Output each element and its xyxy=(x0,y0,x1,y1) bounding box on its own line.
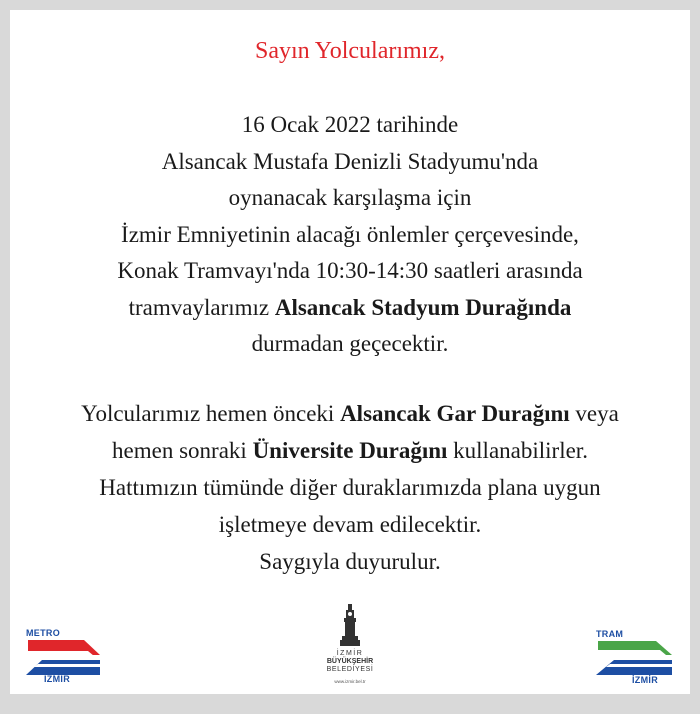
paragraph-line: oynanacak karşılaşma için xyxy=(228,185,472,210)
municipality-logo-line1: İZMİR xyxy=(336,650,364,657)
tram-logo-top-text: TRAM xyxy=(596,629,624,639)
line-text: hemen sonraki xyxy=(112,438,253,463)
metro-logo-bottom-text: İZMİR xyxy=(44,674,70,684)
stop-name-bold: Alsancak Stadyum Durağında xyxy=(274,294,572,320)
announcement-card xyxy=(10,10,690,694)
line-text: kullanabilirler. xyxy=(447,438,588,463)
municipality-logo-line3: BELEDİYESİ xyxy=(326,666,374,673)
paragraph-line xyxy=(10,290,690,327)
announcement-paragraph-1 xyxy=(10,107,690,363)
tram-izmir-logo xyxy=(596,628,672,686)
paragraph-line xyxy=(10,395,690,432)
clock-tower-icon xyxy=(306,602,394,648)
greeting-heading: Sayın Yolcularımız, xyxy=(255,38,445,64)
paragraph-line: İzmir Emniyetinin alacağı önlemler çerçevesinde, xyxy=(121,221,579,247)
municipality-logo-url: www.izmir.bel.tr xyxy=(334,679,366,684)
paragraph-line: Hattımızın tümünde diğer duraklarımızda plana uygun xyxy=(99,475,601,500)
paragraph-line: işletmeye devam edilecektir. xyxy=(218,512,482,537)
stop-name-bold: Üniversite Durağını xyxy=(252,438,448,463)
metro-izmir-logo xyxy=(26,628,100,686)
stop-name-bold: Alsancak Gar Durağını xyxy=(340,401,570,426)
municipality-logo-line2: BÜYÜKŞEHİR xyxy=(326,658,374,665)
line-text: veya xyxy=(569,401,619,426)
metro-logo-top-text: METRO xyxy=(26,628,60,638)
announcement-paragraph-2 xyxy=(10,395,690,580)
izmir-municipality-logo xyxy=(306,602,394,694)
line-text: tramvaylarımız xyxy=(128,294,275,320)
paragraph-line xyxy=(10,432,690,469)
paragraph-line: 16 Ocak 2022 tarihinde xyxy=(241,112,459,137)
paragraph-line: durmadan geçecektir. xyxy=(251,331,449,356)
tram-logo-bottom-text: İZMİR xyxy=(632,675,658,685)
line-text: Yolcularımız hemen önceki xyxy=(81,401,341,426)
paragraph-line: Konak Tramvayı'nda 10:30-14:30 saatleri arasında xyxy=(117,258,583,283)
paragraph-line: Alsancak Mustafa Denizli Stadyumu'nda xyxy=(161,148,539,174)
paragraph-line: Saygıyla duyurulur. xyxy=(259,549,441,574)
